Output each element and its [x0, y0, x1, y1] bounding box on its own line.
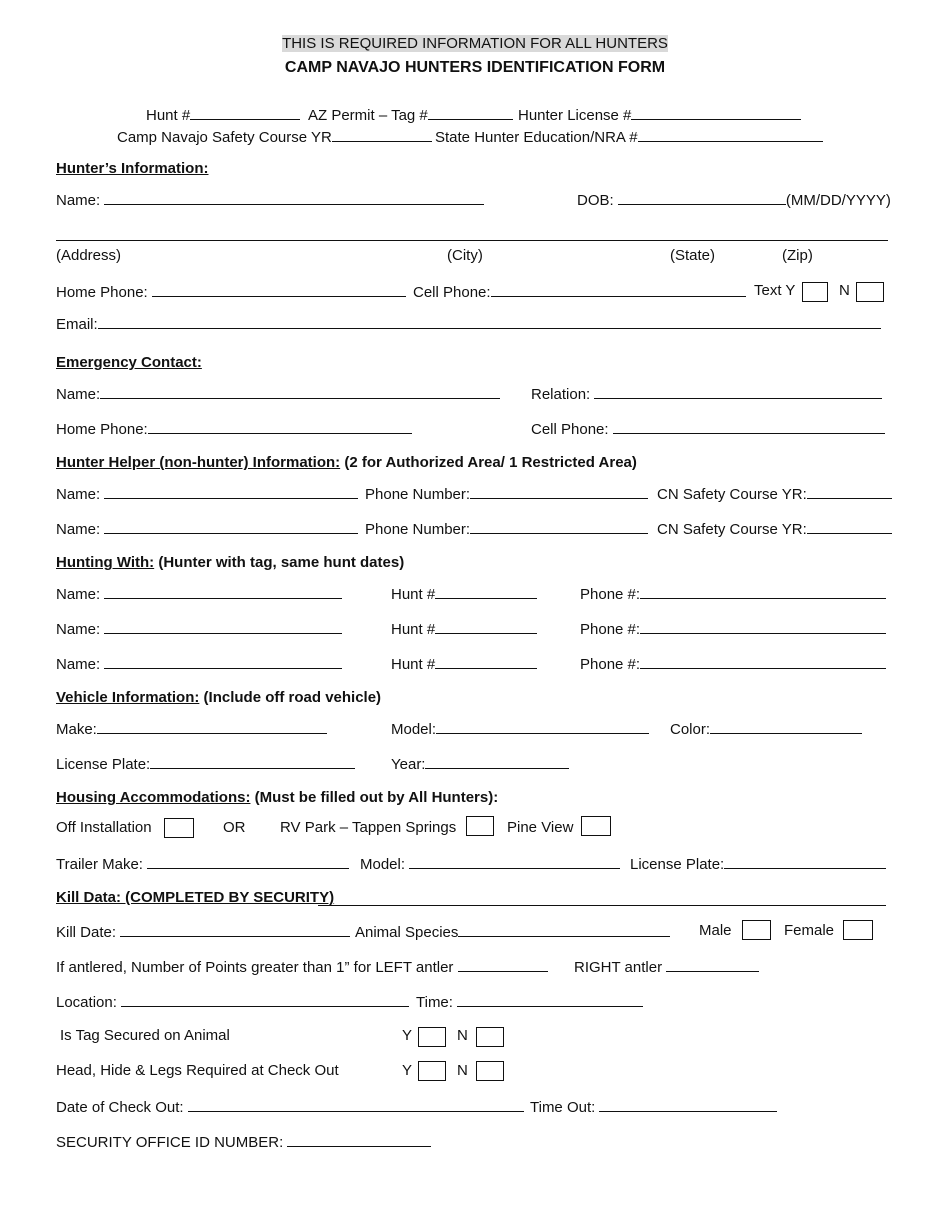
text-yes-label: Text Y [754, 282, 796, 299]
trailer-model-field[interactable]: Model: [360, 854, 620, 874]
hunter-email-field[interactable]: Email: [56, 314, 881, 334]
helper-1-course-field[interactable]: CN Safety Course YR: [657, 484, 892, 504]
hunting-with-3-name-field[interactable]: Name: [56, 654, 342, 674]
hunting-with-3-hunt-field[interactable]: Hunt # [391, 654, 537, 674]
kill-data-heading-rule [318, 905, 886, 906]
male-label: Male [699, 922, 732, 939]
tappen-springs-checkbox[interactable] [466, 816, 494, 836]
hunter-name-field[interactable]: Name: [56, 190, 484, 210]
hunting-with-1-phone-field[interactable]: Phone #: [580, 584, 886, 604]
hunting-with-2-phone-field[interactable]: Phone #: [580, 619, 886, 639]
kill-data-heading: Kill Data: (COMPLETED BY SECURITY) [56, 889, 335, 906]
zip-label: (Zip) [782, 247, 813, 264]
hunter-info-heading: Hunter’s Information: [56, 160, 209, 177]
kill-date-field[interactable]: Kill Date: [56, 922, 350, 942]
pine-view-label: Pine View [507, 819, 574, 836]
hunter-dob-field[interactable]: DOB: (MM/DD/YYYY) [577, 192, 891, 209]
required-notice: THIS IS REQUIRED INFORMATION FOR ALL HUNTERS [282, 35, 668, 52]
kill-time-field[interactable]: Time: [416, 992, 643, 1012]
az-permit-tag-field[interactable]: AZ Permit – Tag # [308, 105, 513, 125]
hunt-number-field[interactable]: Hunt # [146, 105, 300, 125]
trailer-plate-field[interactable]: License Plate: [630, 854, 886, 874]
helper-heading: Hunter Helper (non-hunter) Information: (2 for Authorized Area/ 1 Restricted Area) [56, 454, 637, 471]
hunting-with-3-phone-field[interactable]: Phone #: [580, 654, 886, 674]
trailer-make-field[interactable]: Trailer Make: [56, 854, 349, 874]
emergency-cell-phone-field[interactable]: Cell Phone: [531, 419, 885, 439]
helper-1-phone-field[interactable]: Phone Number: [365, 484, 648, 504]
tag-secured-no-checkbox[interactable] [476, 1027, 504, 1047]
or-label: OR [223, 819, 246, 836]
left-antler-field[interactable]: If antlered, Number of Points greater than 1” for LEFT antler [56, 957, 548, 977]
hunting-with-1-hunt-field[interactable]: Hunt # [391, 584, 537, 604]
text-no-label: N [839, 282, 850, 299]
hunter-license-field[interactable]: Hunter License # [518, 105, 801, 125]
text-no-checkbox[interactable] [856, 282, 884, 302]
helper-2-course-field[interactable]: CN Safety Course YR: [657, 519, 892, 539]
tag-secured-yes-checkbox[interactable] [418, 1027, 446, 1047]
address-line[interactable] [56, 240, 888, 241]
vehicle-heading: Vehicle Information: (Include off road vehicle) [56, 689, 382, 706]
pine-view-checkbox[interactable] [581, 816, 611, 836]
hunting-with-heading: Hunting With: (Hunter with tag, same hunt dates) [56, 554, 405, 571]
form-title: CAMP NAVAJO HUNTERS IDENTIFICATION FORM [284, 59, 666, 76]
head-hide-no-label: N [457, 1062, 468, 1079]
tag-secured-yes-label: Y [402, 1027, 413, 1044]
head-hide-yes-label: Y [402, 1062, 413, 1079]
tag-secured-label: Is Tag Secured on Animal [60, 1027, 230, 1044]
emergency-home-phone-field[interactable]: Home Phone: [56, 419, 412, 439]
time-out-field[interactable]: Time Out: [530, 1097, 777, 1117]
hunting-with-2-hunt-field[interactable]: Hunt # [391, 619, 537, 639]
tag-secured-no-label: N [457, 1027, 468, 1044]
off-installation-label: Off Installation [56, 819, 152, 836]
helper-1-name-field[interactable]: Name: [56, 484, 358, 504]
male-checkbox[interactable] [742, 920, 771, 940]
vehicle-color-field[interactable]: Color: [670, 719, 862, 739]
vehicle-model-field[interactable]: Model: [391, 719, 649, 739]
hunter-cell-phone-field[interactable]: Cell Phone: [413, 282, 746, 302]
hunting-with-1-name-field[interactable]: Name: [56, 584, 342, 604]
text-yes-checkbox[interactable] [802, 282, 828, 302]
head-hide-no-checkbox[interactable] [476, 1061, 504, 1081]
head-hide-yes-checkbox[interactable] [418, 1061, 446, 1081]
checkout-date-field[interactable]: Date of Check Out: [56, 1097, 524, 1117]
head-hide-label: Head, Hide & Legs Required at Check Out [56, 1062, 339, 1079]
security-id-field[interactable]: SECURITY OFFICE ID NUMBER: [56, 1132, 431, 1152]
address-label: (Address) [56, 247, 122, 264]
hunting-with-2-name-field[interactable]: Name: [56, 619, 342, 639]
housing-heading: Housing Accommodations: (Must be filled out by All Hunters): [56, 789, 499, 806]
off-installation-checkbox[interactable] [164, 818, 194, 838]
vehicle-make-field[interactable]: Make: [56, 719, 327, 739]
city-label: (City) [447, 247, 483, 264]
female-checkbox[interactable] [843, 920, 873, 940]
vehicle-plate-field[interactable]: License Plate: [56, 754, 355, 774]
state-label: (State) [670, 247, 716, 264]
right-antler-field[interactable]: RIGHT antler [574, 957, 759, 977]
rv-park-label: RV Park – Tappen Springs [280, 819, 457, 836]
helper-2-name-field[interactable]: Name: [56, 519, 358, 539]
hunter-home-phone-field[interactable]: Home Phone: [56, 282, 406, 302]
emergency-name-field[interactable]: Name: [56, 384, 500, 404]
state-hunter-education-field[interactable]: State Hunter Education/NRA # [435, 127, 823, 147]
emergency-relation-field[interactable]: Relation: [531, 384, 882, 404]
female-label: Female [784, 922, 835, 939]
helper-2-phone-field[interactable]: Phone Number: [365, 519, 648, 539]
emergency-contact-heading: Emergency Contact: [56, 354, 202, 371]
safety-course-year-field[interactable]: Camp Navajo Safety Course YR [117, 127, 432, 147]
animal-species-field[interactable]: Animal Species [355, 922, 670, 942]
vehicle-year-field[interactable]: Year: [391, 754, 569, 774]
kill-location-field[interactable]: Location: [56, 992, 409, 1012]
